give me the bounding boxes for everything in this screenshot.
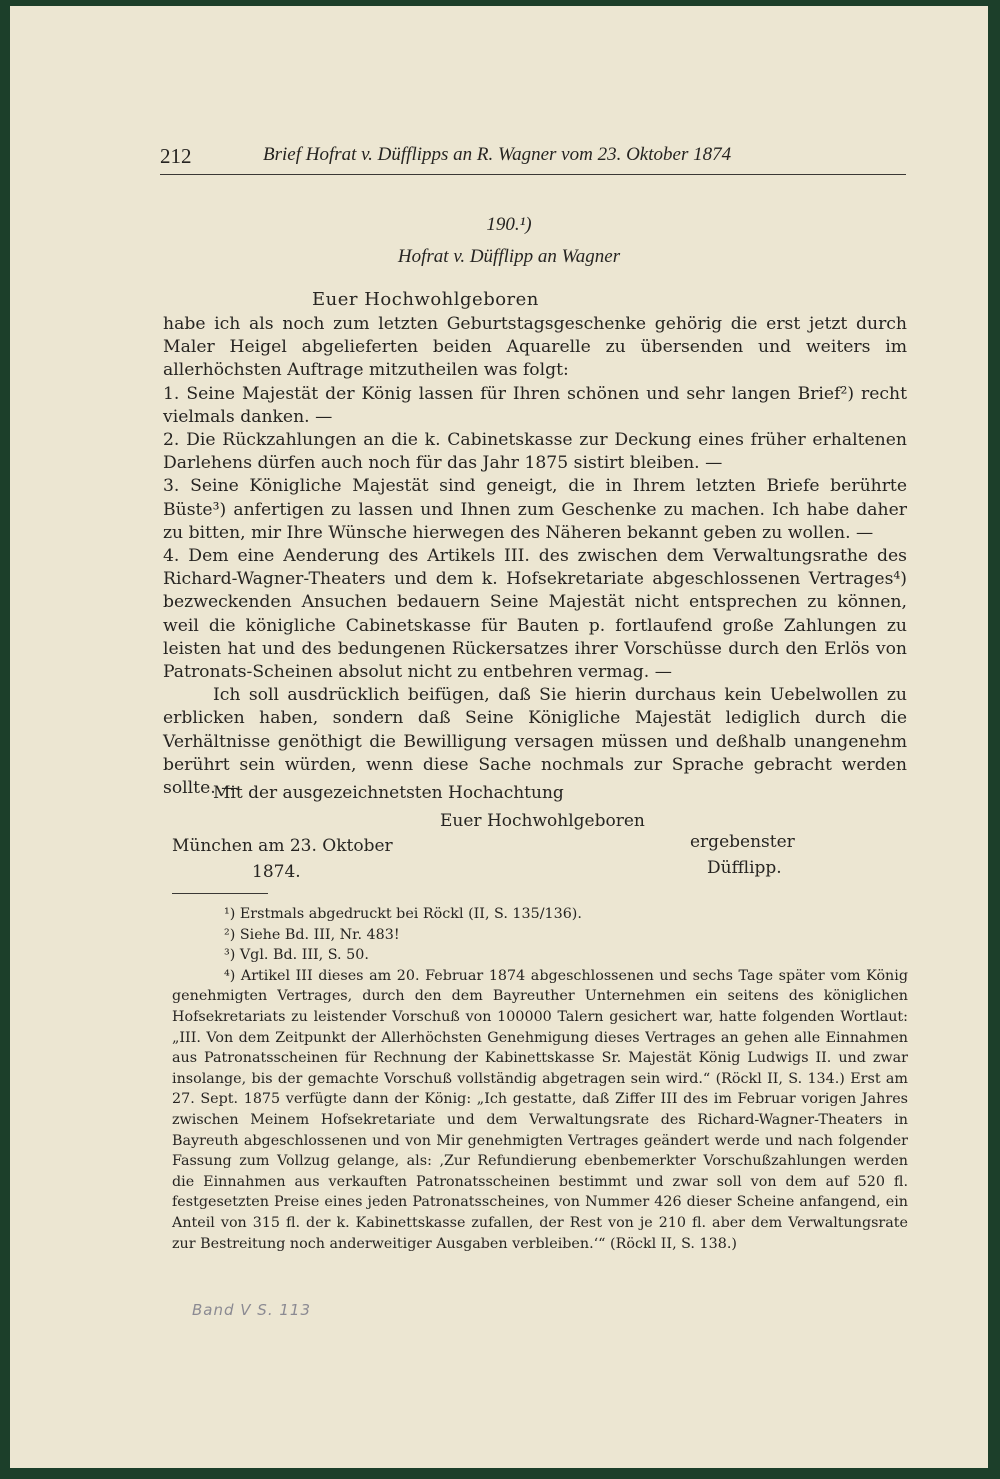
footnote-divider [172, 893, 268, 894]
page-number: 212 [160, 144, 192, 168]
signature: Düfflipp. [707, 858, 782, 878]
body-paragraph: 4. Dem eine Aenderung des Artikels III. des zwischen dem Verwaltungsrathe des Richard-Wagner-Theaters und dem k. Hofsekretariate abgeschlossenen Vertrages⁴) bezweckenden Ansuchen bedauern Seine Majestät nicht entsprechen zu können, weil die königliche Cabinetskasse für Bauten p. fortlaufend große Zahlungen zu leisten hat und des bedungenen Rückersatzes ihrer Vorschüsse durch den Erlös von Patronats-Scheinen absolut nicht zu entbehren vermag. — [163, 546, 907, 683]
footnote: ²) Siehe Bd. III, Nr. 483! [224, 926, 400, 943]
valediction: ergebenster [690, 832, 795, 852]
body-paragraph: 1. Seine Majestät der König lassen für Ihren schönen und sehr langen Brief²) recht vielmals danken. — [163, 383, 907, 427]
body-paragraph: 2. Die Rückzahlungen an die k. Cabinetskasse zur Deckung eines früher erhaltenen Darlehens dürfen auch noch für das Jahr 1875 sistirt bleiben. — [163, 430, 907, 474]
body-paragraph: Ich soll ausdrücklich beifügen, daß Sie hierin durchaus kein Uebelwollen zu erblicken haben, sondern daß Seine Königliche Majestät lediglich durch die Verhältnisse genöthigt die Bewilligung versagen müssen und deßhalb unangenehm berührt sein würden, wenn diese Sache nochmals zur Sprache gebracht werden sollte. — [163, 685, 907, 799]
handwritten-pencil-note: Band V S. 113 [192, 1301, 311, 1319]
footnote: ¹) Erstmals abgedruckt bei Röckl (II, S. 135/136). [224, 906, 582, 922]
letter-year: 1874. [252, 862, 301, 882]
footnote: ³) Vgl. Bd. III, S. 50. [224, 947, 369, 964]
body-paragraph: habe ich als noch zum letzten Geburtstagsgeschenke gehörig die erst jetzt durch Maler Heigel abgelieferten beiden Aquarelle zu übersenden und weiters im allerhöchsten Auftrage mitzutheilen was folgt: [163, 314, 907, 381]
running-title: Brief Hofrat v. Düfflipps an R. Wagner vom 23. Oktober 1874 [263, 144, 732, 165]
letter-body [163, 313, 907, 800]
document-title: Hofrat v. Düfflipp an Wagner [397, 246, 621, 267]
body-paragraph: 3. Seine Königliche Majestät sind geneigt, die in Ihrem letzten Briefe berührte Büste³) anfertigen zu lassen und Ihnen zum Geschenke zu machen. Ich habe daher zu bitten, mir Ihre Wünsche hierwegen des Näheren bekannt geben zu wollen. — [163, 476, 907, 543]
place-date: München am 23. Oktober [172, 836, 393, 856]
footnotes [172, 904, 908, 1254]
page-header [160, 144, 906, 175]
footnote: ⁴) Artikel III dieses am 20. Februar 1874 abgeschlossenen und sechs Tage später vom König genehmigten Vertrages, durch den dem Bayreuther Unternehmen ein seitens des königlichen Hofsekretariats zu leistender Vorschuß von 100000 Talern gesichert war, hatte folgenden Wortlaut: „III. Von dem Zeitpunkt der Allerhöchsten Genehmigung dieses Vertrages an gehen alle Einnahmen aus Patronatsscheinen für Rechnung der Kabinettskasse Sr. Majestät König Ludwigs II. und zwar insolange, bis der gemachte Vorschuß vollständig abgetragen sein wird.“ (Röckl II, S. 134.) Erst am 27. Sept. 1875 verfügte dann der König: „Ich gestatte, daß Ziffer III des im Februar vorigen Jahres zwischen Meinem Hofsekretariate und dem Verwaltungsrate des Richard-Wagner-Theaters in Bayreuth abgeschlossenen und von Mir genehmigten Vertrages geändert werde und nach folgender Fassung zum Vollzug gelange, als: ‚Zur Refundierung ebenbemerkter Vorschußzahlungen werden die Einnahmen aus verkauften Patronatsscheinen bestimmt und zwar soll von dem auf 520 fl. festgesetzten Preise eines jeden Patronatsscheines, von Nummer 426 dieser Scheine anfangend, ein Anteil von 315 fl. der k. Kabinettskasse zufallen, der Rest von je 210 fl. aber dem Verwaltungsrate zur Bestreitung noch anderweitiger Ausgaben verbleiben.‘“ (Röckl II, S. 138.) [172, 967, 908, 1252]
signature-salutation: Euer Hochwohlgeboren [440, 811, 645, 831]
book-page [10, 6, 988, 1468]
letter-salutation: Euer Hochwohlgeboren [312, 289, 539, 310]
document-number: 190.¹) [486, 214, 532, 235]
letter-closing: Mit der ausgezeichnetsten Hochachtung [213, 783, 564, 803]
